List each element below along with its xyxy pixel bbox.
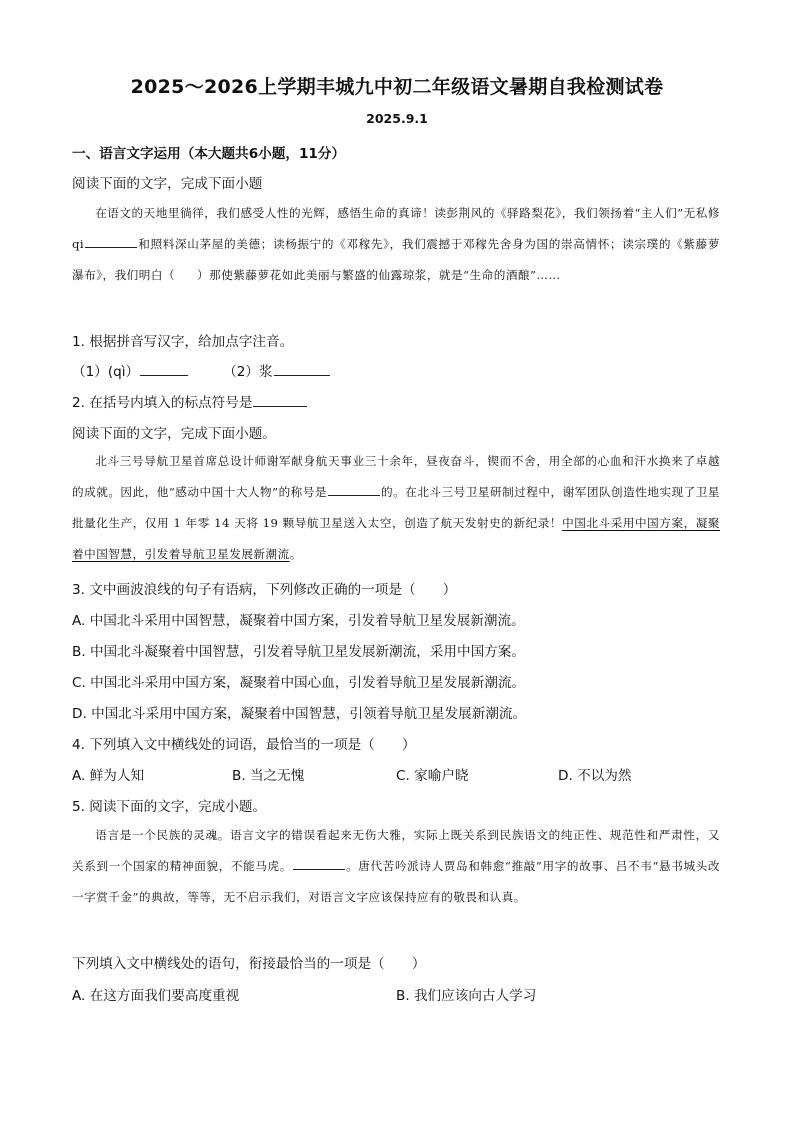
question-4-option-c[interactable]: C. 家喻户晓	[396, 768, 469, 784]
question-1: 1. 根据拼音写汉字，给加点字注音。	[72, 334, 294, 350]
question-4-option-a[interactable]: A. 鲜为人知	[72, 768, 145, 784]
question-5-option-b[interactable]: B. 我们应该向古人学习	[396, 988, 537, 1004]
question-3-option-c[interactable]: C. 中国北斗采用中国方案，凝聚着中国心血，引发着导航卫星发展新潮流。	[72, 675, 526, 691]
answer-blank[interactable]	[85, 235, 137, 248]
question-4-stem: 4. 下列填入文中横线处的词语，最恰当的一项是（ ）	[72, 737, 416, 753]
question-1-subitems: （1）(qì） （2）浆	[72, 360, 331, 380]
answer-blank[interactable]	[328, 483, 380, 496]
question-3-option-d[interactable]: D. 中国北斗采用中国方案，凝聚着中国智慧，引领着导航卫星发展新潮流。	[72, 706, 527, 722]
answer-blank[interactable]	[253, 394, 307, 407]
section-heading: 一、语言文字运用（本大题共6小题，11分）	[72, 146, 346, 162]
answer-blank[interactable]	[274, 363, 330, 376]
question-5-prompt: 下列填入文中横线处的语句，衔接最恰当的一项是（ ）	[72, 956, 426, 972]
question-3-stem: 3. 文中画波浪线的句子有语病，下列修改正确的一项是（ ）	[72, 582, 457, 598]
question-5-option-a[interactable]: A. 在这方面我们要高度重视	[72, 988, 240, 1004]
question-4-option-d[interactable]: D. 不以为然	[558, 768, 632, 784]
reading-passage-2: 北斗三号导航卫星首席总设计师谢军献身航天事业三十余年，昼夜奋斗，锲而不舍，用全部的心血和汗水换来了卓越的成就。因此，他“感动中国十大人物”的称号是 的。在北斗三号卫星研制过程中，谢军团队创造性地实现了卫星批量化生产，仅用 1 年零 14 天将 19 颗导航卫星送入太空，创造了航天发射史的新纪录！中国北斗采用中国方案，凝聚着中国智慧，引发着导航卫星发展新潮流。	[72, 454, 720, 561]
exam-date: 2025.9.1	[366, 111, 428, 126]
reading-instruction-2: 阅读下面的文字，完成下面小题。	[72, 426, 276, 442]
reading-instruction: 阅读下面的文字，完成下面小题	[72, 176, 263, 192]
answer-blank[interactable]	[293, 857, 345, 870]
question-5-stem: 5. 阅读下面的文字，完成小题。	[72, 799, 267, 815]
question-3-option-a[interactable]: A. 中国北斗采用中国智慧，凝聚着中国方案，引发着导航卫星发展新潮流。	[72, 613, 525, 629]
reading-passage-1: 在语文的天地里徜徉，我们感受人性的光辉，感悟生命的真谛！读彭荆风的《驿路梨花》，我们领扬着“主人们”无私修 qi 和照料深山茅屋的美德；读杨振宁的《邓稼先》，我们震撼于邓稼先舍身为国的崇高情怀；读宗璞的《紫藤萝瀑布》，我们明白（ ）那使紫藤萝花如此美丽与繁盛的仙露琼浆，就是“生命的酒酿”……	[72, 206, 720, 282]
answer-blank[interactable]	[140, 363, 188, 376]
question-2: 2. 在括号内填入的标点符号是	[72, 391, 308, 411]
wavy-underlined-sentence: 中国北斗采用中国方案，凝聚着中国智慧，引发着导航卫星发展新潮流	[72, 516, 720, 561]
question-3-option-b[interactable]: B. 中国北斗凝聚着中国智慧，引发着导航卫星发展新潮流，采用中国方案。	[72, 644, 525, 660]
question-4-option-b[interactable]: B. 当之无愧	[232, 768, 305, 784]
exam-title: 2025～2026上学期丰城九中初二年级语文暑期自我检测试卷	[130, 76, 664, 98]
reading-passage-3: 语言是一个民族的灵魂。语言文字的错误看起来无伤大雅，实际上既关系到民族语文的纯正性、规范性和严肃性，又关系到一个国家的精神面貌，不能马虎。 。唐代苦吟派诗人贾岛和韩愈“推敲”用字的故事、吕不韦“悬书城头改一字赏千金”的典故，等等，无不启示我们，对语言文字应该保持应有的敬畏和认真。	[72, 828, 720, 904]
